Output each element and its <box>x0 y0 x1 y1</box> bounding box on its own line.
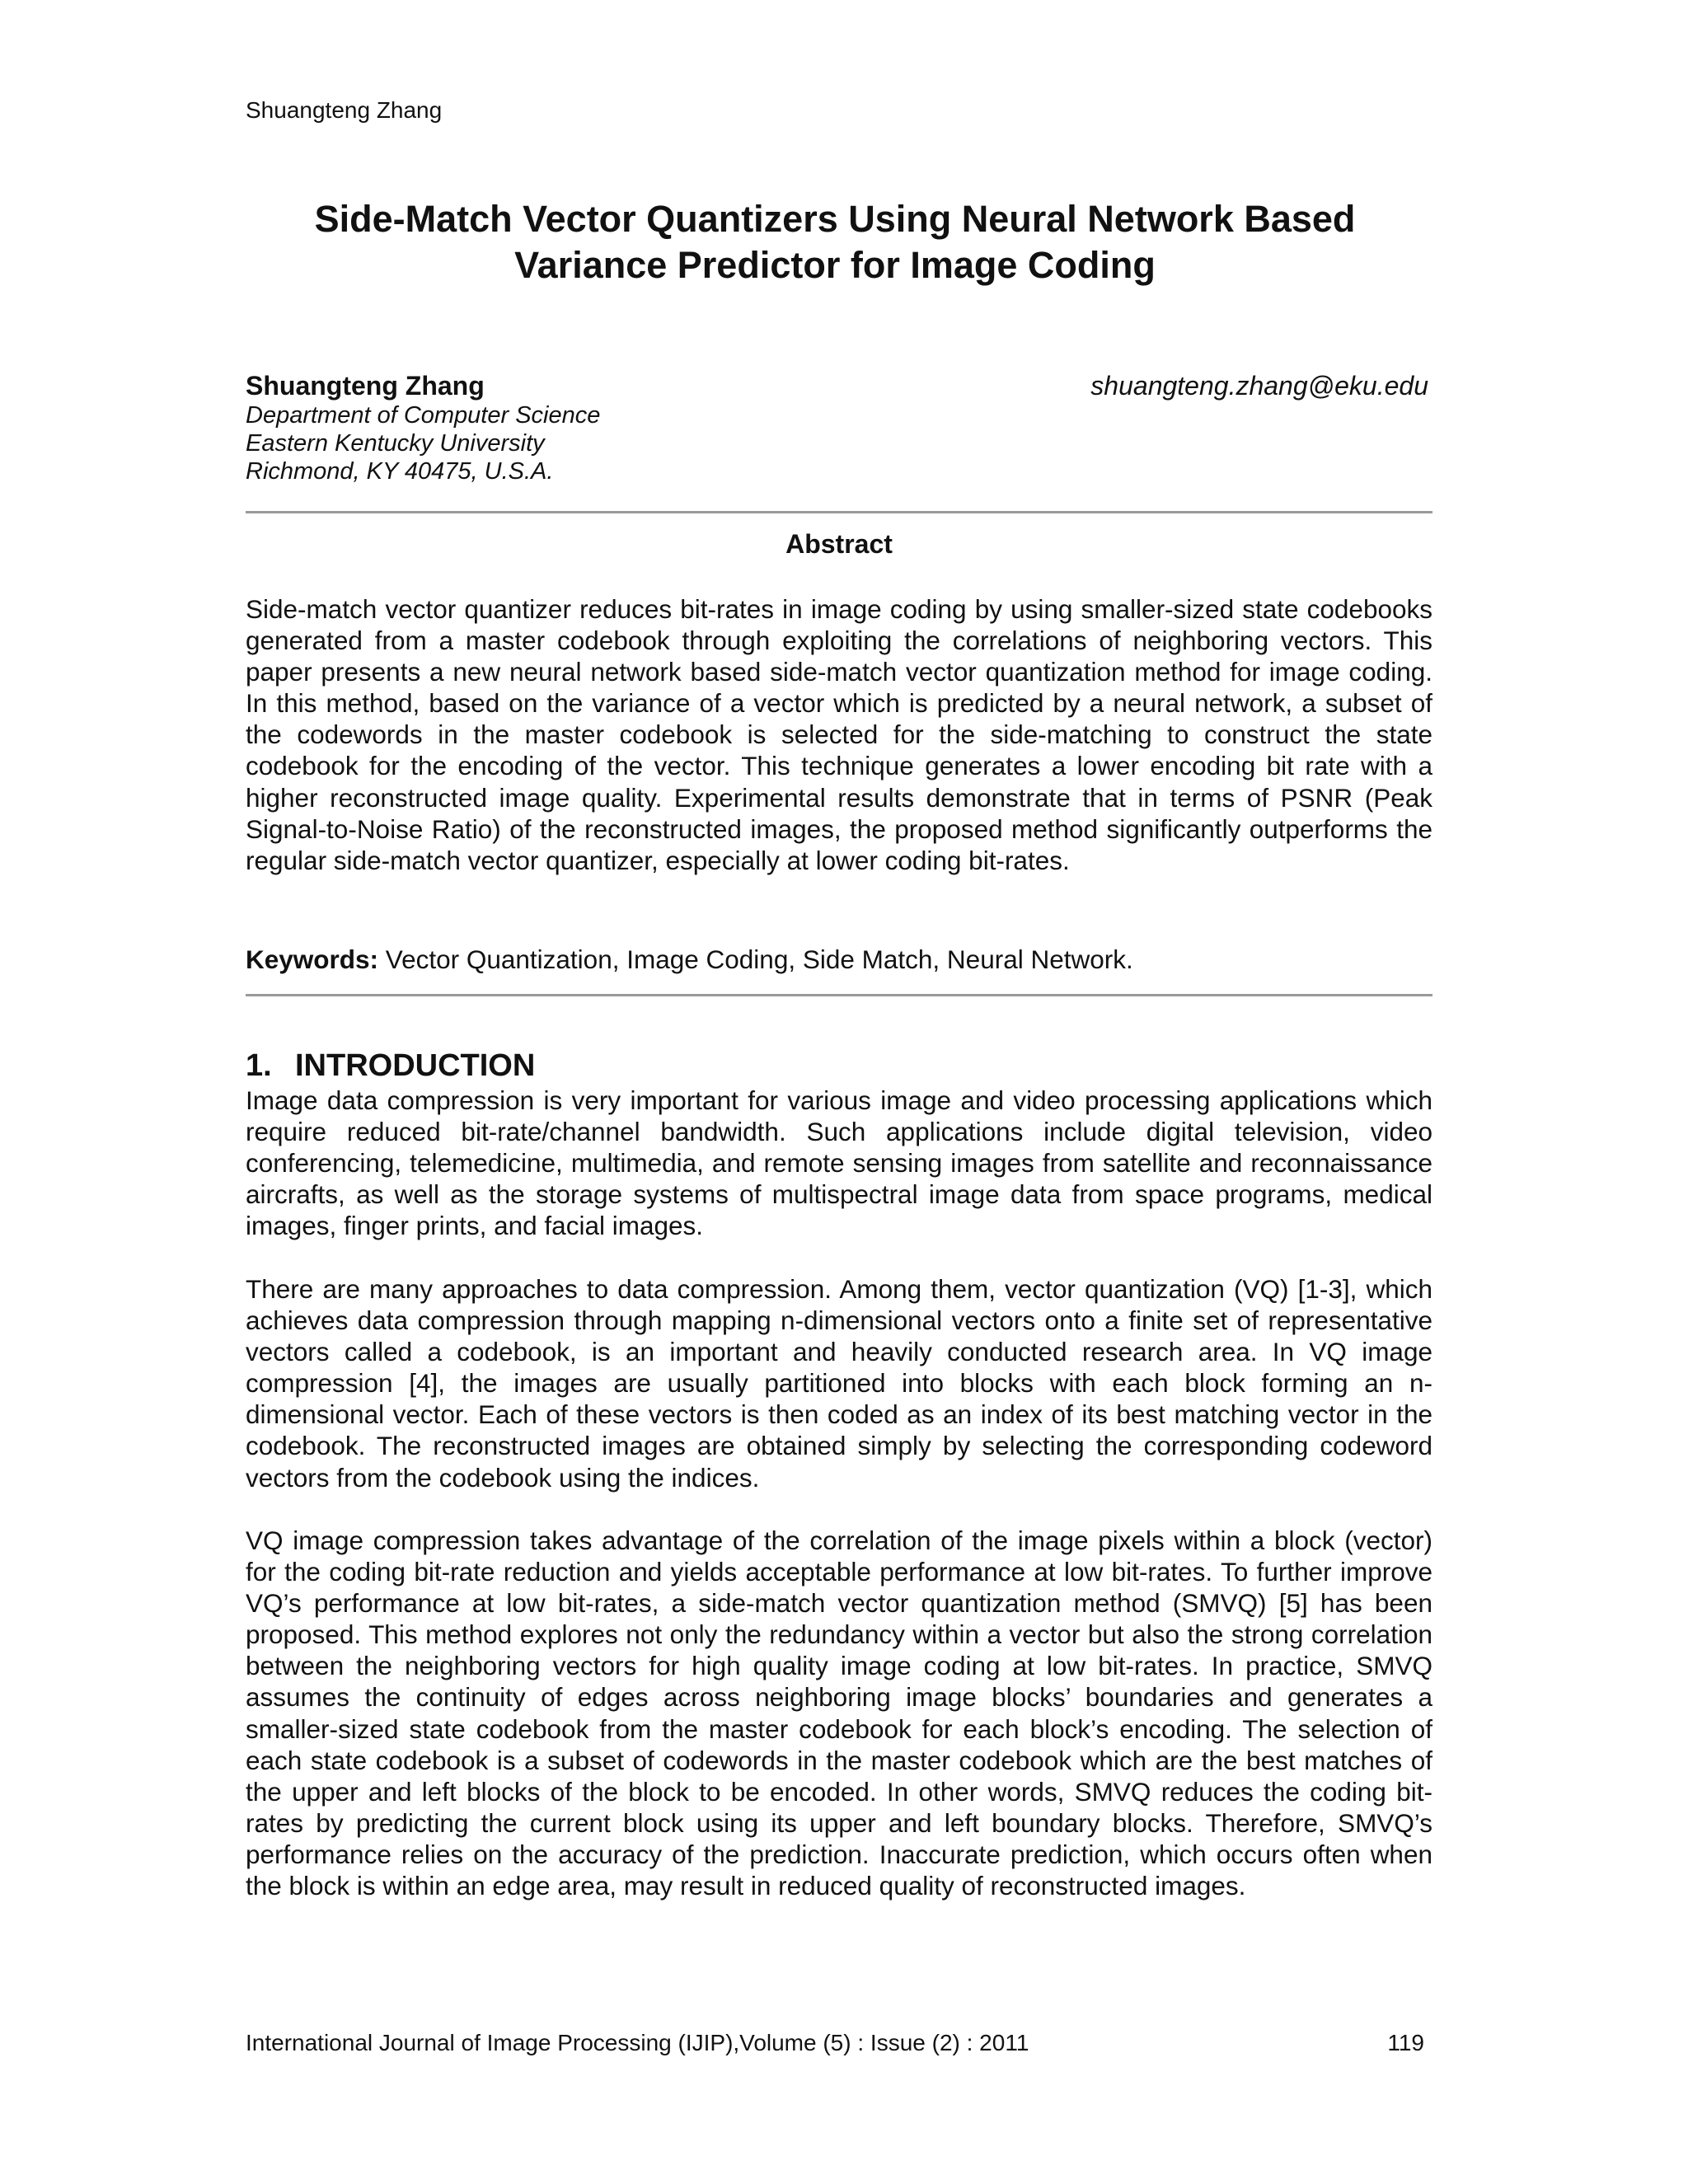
abstract-text: Side-match vector quantizer reduces bit-rates in image coding by using smaller-sized state codebooks generated from a master codebook through exploiting the correlations of neighboring vectors. This paper presents a new neural network based side-match vector quantization method for image coding. In this method, based on the variance of a vector which is predicted by a neural network, a subset of the codewords in the master codebook is selected for the side-matching to construct the state codebook for the encoding of the vector. This technique generates a lower encoding bit rate with a higher reconstructed image quality. Experimental results demonstrate that in terms of PSNR (Peak Signal-to-Noise Ratio) of the reconstructed images, the proposed method significantly outperforms the regular side-match vector quantizer, especially at lower coding bit-rates. <box>246 594 1432 875</box>
footer-page-number: 119 <box>1387 2030 1424 2055</box>
section-heading-introduction <box>246 1048 535 1084</box>
title-line-2: Variance Predictor for Image Coding <box>514 244 1156 286</box>
keywords-text: Vector Quantization, Image Coding, Side Match, Neural Network. <box>378 944 1133 974</box>
section-title: INTRODUCTION <box>295 1048 536 1083</box>
author-address: Richmond, KY 40475, U.S.A. <box>246 458 554 485</box>
author-department: Department of Computer Science <box>246 402 601 429</box>
author-email[interactable]: shuangteng.zhang@eku.edu <box>1090 371 1428 401</box>
keywords-label: Keywords: <box>246 944 379 974</box>
abstract-top-rule <box>246 511 1432 513</box>
title-line-1: Side-Match Vector Quantizers Using Neural Network Based <box>314 198 1356 240</box>
footer-journal: International Journal of Image Processing (IJIP),Volume (5) : Issue (2) : 2011 <box>246 2030 1029 2055</box>
abstract-bottom-rule <box>246 994 1432 996</box>
keywords <box>246 944 1432 975</box>
abstract-heading: Abstract <box>785 529 893 559</box>
author-university: Eastern Kentucky University <box>246 430 545 457</box>
intro-paragraph-3: VQ image compression takes advantage of the correlation of the image pixels within a block (vector) for the coding bit-rate reduction and yields acceptable performance at low bit-rates. To further improve VQ’s performance at low bit-rates, a side-match vector quantization method (SMVQ) [5] has been proposed. This method explores not only the redundancy within a vector but also the strong correlation between the neighboring vectors for high quality image coding at low bit-rates. In practice, SMVQ assumes the continuity of edges across neighboring image blocks’ boundaries and generates a smaller-sized state codebook from the master codebook for each block’s encoding. The selection of each state codebook is a subset of codewords in the master codebook which are the best matches of the upper and left blocks of the block to be encoded. In other words, SMVQ reduces the coding bit-rates by predicting the current block using its upper and left boundary blocks. Therefore, SMVQ’s performance relies on the accuracy of the prediction. Inaccurate prediction, which occurs often when the block is within an edge area, may result in reduced quality of reconstructed images. <box>246 1526 1432 1901</box>
running-header: Shuangteng Zhang <box>246 97 443 123</box>
paper-title <box>246 196 1424 288</box>
intro-paragraph-2: There are many approaches to data compression. Among them, vector quantization (VQ) [1-3], which achieves data compression through mapping n-dimensional vectors onto a finite set of representative vectors called a codebook, is an important and heavily conducted research area. In VQ image compression [4], the images are usually partitioned into blocks with each block forming an n-dimensional vector. Each of these vectors is then coded as an index of its best matching vector in the codebook. The reconstructed images are obtained simply by selecting the corresponding codeword vectors from the codebook using the indices. <box>246 1274 1432 1493</box>
intro-paragraph-1: Image data compression is very important for various image and video processing applications which require reduced bit-rate/channel bandwidth. Such applications include digital television, video conferencing, telemedicine, multimedia, and remote sensing images from satellite and reconnaissance aircrafts, as well as the storage systems of multispectral image data from space programs, medical images, finger prints, and facial images. <box>246 1085 1432 1241</box>
section-number: 1. <box>246 1048 272 1083</box>
author-name: Shuangteng Zhang <box>246 371 485 401</box>
